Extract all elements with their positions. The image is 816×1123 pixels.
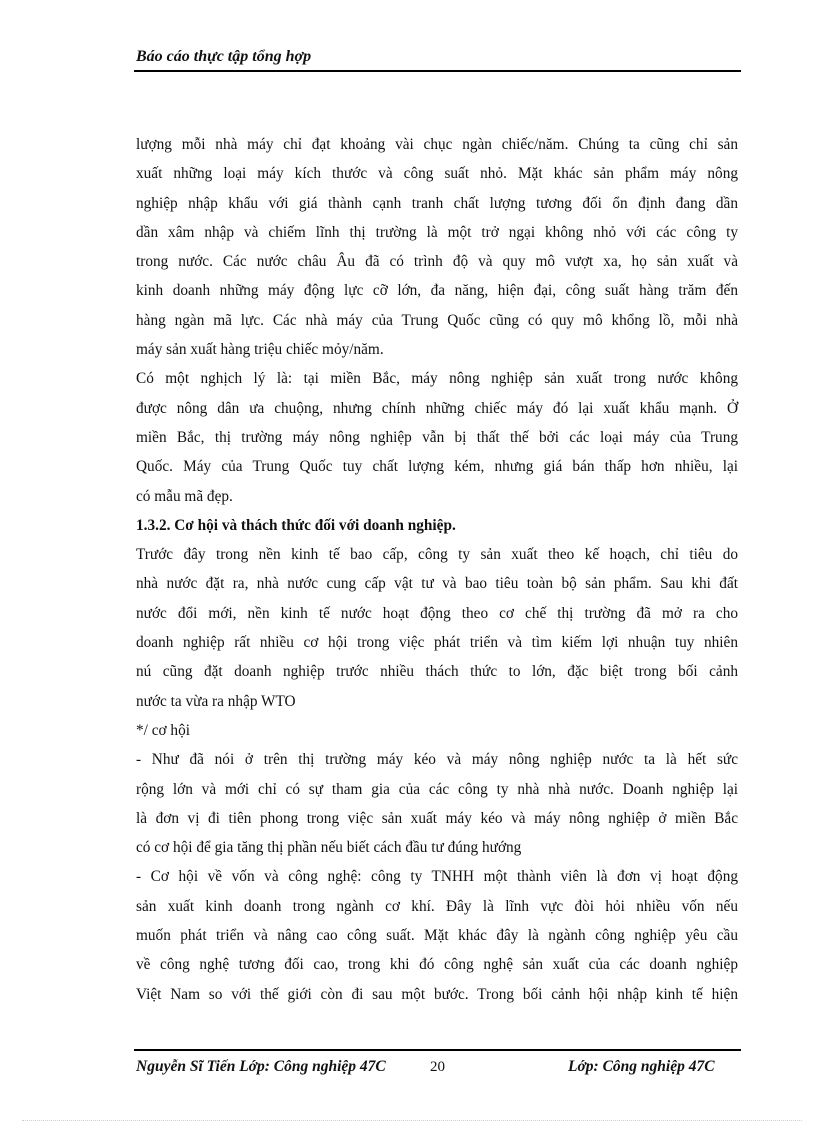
- body-line: Có một nghịch lý là: tại miền Bắc, máy nông nghiệp sản xuất trong nước không: [136, 370, 738, 388]
- header-rule: [134, 70, 741, 72]
- body-line: có mẫu mã đẹp.: [136, 487, 233, 505]
- page-number: 20: [430, 1059, 445, 1075]
- body-line: Quốc. Máy của Trung Quốc tuy chất lượng kém, nhưng giá bán thấp hơn nhiều, lại: [136, 458, 738, 476]
- header-title: Báo cáo thực tập tổng hợp: [136, 48, 312, 65]
- body-line: là đơn vị đi tiên phong trong việc sản xuất máy kéo và máy nông nghiệp ở miền Bắc: [136, 809, 738, 827]
- body-line: nước ta vừa ra nhập WTO: [136, 692, 296, 710]
- footer-author: Nguyễn Sĩ Tiến Lớp: Công nghiệp 47C: [136, 1058, 386, 1075]
- body-line: nghiệp nhập khẩu với giá thành cạnh tranh chất lượng tương đối ổn định đang dần: [136, 194, 738, 212]
- body-line: được nông dân ưa chuộng, nhưng chính những chiếc máy đó lại xuất khẩu mạnh. Ở: [136, 399, 738, 417]
- body-line: máy sản xuất hàng triệu chiếc mỏy/năm.: [136, 341, 384, 359]
- body-line: doanh nghiệp rất nhiều cơ hội trong việc phát triển và tìm kiếm lợi nhuận tuy nhiên: [136, 634, 738, 652]
- body-line: miền Bắc, thị trường máy nông nghiệp vẫn bị thất thế bởi các loại máy của Trung: [136, 428, 738, 446]
- body-line: nhà nước đặt ra, nhà nước cung cấp vật tư và bao tiêu toàn bộ sản phẩm. Sau khi đất: [136, 575, 738, 593]
- body-line: xuất những loại máy kích thước và công suất nhỏ. Mặt khác sản phẩm máy nông: [136, 165, 738, 183]
- body-line: hàng ngàn mã lực. Các nhà máy của Trung Quốc cũng có quy mô khổng lồ, mỗi nhà: [136, 311, 738, 329]
- body-line: - Cơ hội về vốn và công nghệ: công ty TNHH một thành viên là đơn vị hoạt động: [136, 868, 738, 886]
- page-edge-dots: [22, 1120, 802, 1121]
- body-line: rộng lớn và mới chỉ có sự tham gia của các công ty nhà nhà nước. Doanh nghiệp lại: [136, 780, 738, 798]
- footer-rule: [134, 1049, 741, 1051]
- body-line: muốn phát triển và nâng cao công suất. Mặt khác đây là ngành công nghiệp yêu cầu: [136, 927, 738, 945]
- body-line: trong nước. Các nước châu Âu đã có trình độ và quy mô vượt xa, họ sản xuất và: [136, 253, 738, 271]
- body-line: nước đổi mới, nền kinh tế nước hoạt động theo cơ chế thị trường đã mở ra cho: [136, 604, 738, 622]
- body-line: dần xâm nhập và chiếm lĩnh thị trường là một trở ngại không nhỏ với các công ty: [136, 223, 738, 241]
- body-line: Trước đây trong nền kinh tế bao cấp, công ty sản xuất theo kế hoạch, chỉ tiêu do: [136, 546, 738, 564]
- footer-class: Lớp: Công nghiệp 47C: [568, 1058, 715, 1075]
- body-line: có cơ hội để gia tăng thị phần nếu biết cách đầu tư đúng hướng: [136, 839, 522, 857]
- section-heading: 1.3.2. Cơ hội và thách thức đối với doanh nghiệp.: [136, 516, 456, 534]
- body-line: về công nghệ tương đối cao, trong khi đó công nghệ sản xuất của các doanh nghiệp: [136, 956, 738, 974]
- body-line: kinh doanh những máy động lực cỡ lớn, đa năng, hiện đại, công suất hàng trăm đến: [136, 282, 738, 300]
- body-line: Việt Nam so với thế giới còn đi sau một bước. Trong bối cảnh hội nhập kinh tế hiện: [136, 985, 738, 1003]
- body-line: lượng mỗi nhà máy chỉ đạt khoảng vài chục ngàn chiếc/năm. Chúng ta cũng chỉ sản: [136, 136, 738, 153]
- body-line: nú cũng đặt doanh nghiệp trước nhiều thách thức to lớn, đặc biệt trong bối cảnh: [136, 663, 738, 681]
- body-line: sản xuất kinh doanh trong ngành cơ khí. Đây là lĩnh vực đòi hỏi nhiều vốn nếu: [136, 897, 738, 915]
- document-body: [136, 130, 738, 1009]
- subsection-label: */ cơ hội: [136, 721, 190, 739]
- body-line: - Như đã nói ở trên thị trường máy kéo và máy nông nghiệp nước ta là hết sức: [136, 751, 738, 769]
